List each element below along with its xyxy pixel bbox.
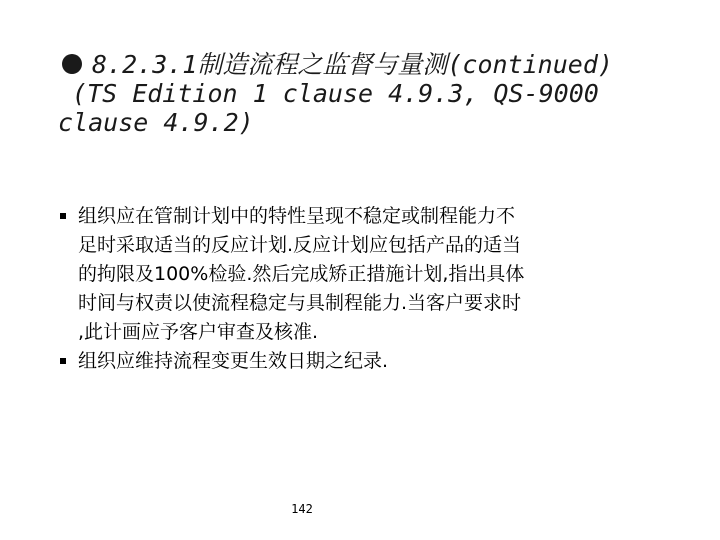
bullet-list [58, 202, 658, 376]
title-line-3: clause 4.9.2) [58, 108, 254, 137]
bullet-text-2: 组织应维持流程变更生效日期之纪录. [78, 350, 389, 372]
bullet-item-1 [58, 202, 658, 347]
bullet-item-2 [58, 347, 658, 376]
square-bullet-icon [60, 213, 66, 219]
title-line-1 [58, 50, 708, 79]
page-number: 142 [291, 502, 313, 516]
bullet-text-1: 组织应在管制计划中的特性呈现不稳定或制程能力不 足时采取适当的反应计划.反应计划应包括产品的适当 的拘限及100%检验.然后完成矫正措施计划,指出具体 时间与权责以使流程稳定与具制程能力.当客户要求时 ,此计画应予客户审查及核准. [78, 205, 525, 343]
square-bullet-icon [60, 358, 66, 364]
title-text-1: 8.2.3.1制造流程之监督与量测(continued) [92, 50, 613, 79]
title-line-2: (TS Edition 1 clause 4.9.3, QS-9000 [72, 79, 599, 108]
title-bullet-icon [62, 54, 82, 74]
slide-title [58, 50, 708, 137]
